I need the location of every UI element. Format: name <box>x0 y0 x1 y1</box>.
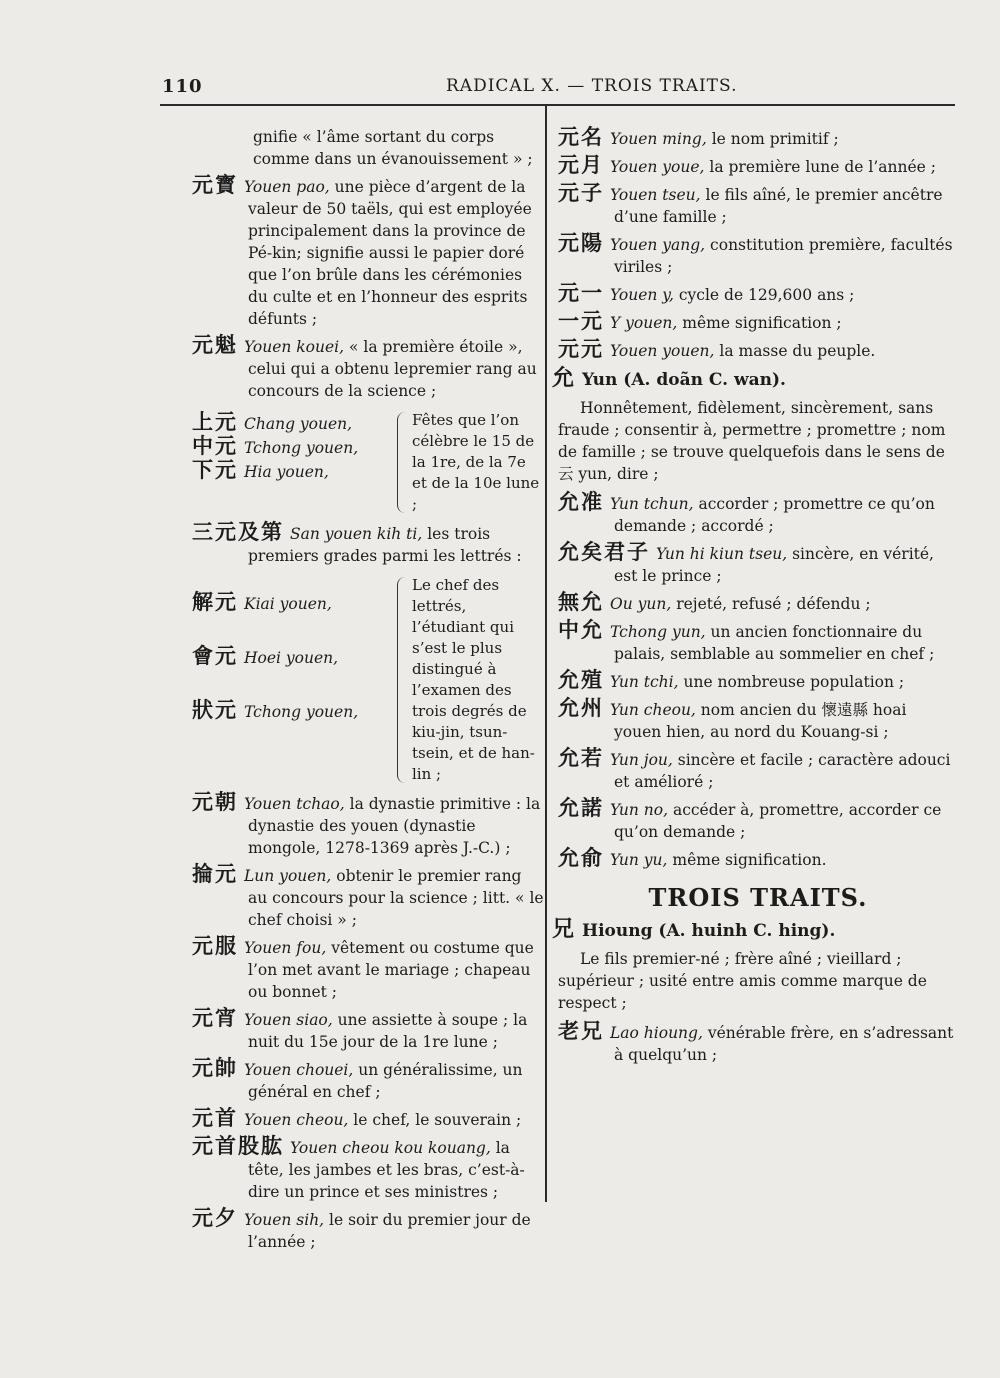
head-entry-yun <box>552 368 958 391</box>
running-head: RADICAL X. — TROIS TRAITS. <box>446 76 738 96</box>
entry <box>558 310 958 334</box>
entry-chinese: 元元 <box>558 337 604 361</box>
entry-chinese: 元帥 <box>192 1056 238 1080</box>
entry <box>558 282 958 306</box>
entry-chinese: 元子 <box>558 181 604 205</box>
entry <box>558 232 958 278</box>
entry-romanization: Y youen, <box>610 314 678 332</box>
entry-text: accorder ; promettre ce qu’on demande ; accordé ; <box>614 495 935 535</box>
group-gloss: Fêtes que l’on célèbre le 15 de la 1re, de la 7e et de la 10e lune ; <box>412 411 540 513</box>
group-gloss: Le chef des lettrés, l’étudiant qui s’est le plus distingué à l’examen des trois degrés de kiu-jin, tsun-tsein, et de han-lin ; <box>412 576 535 783</box>
entry-chinese: 下元 <box>192 458 238 482</box>
entry-chinese: 元陽 <box>558 231 604 255</box>
head-definition: Le fils premier-né ; frère aîné ; vieillard ; supérieur ; usité entre amis comme marque de respect ; <box>558 950 927 1012</box>
entry-romanization: Chang youen, <box>244 415 353 433</box>
entry <box>192 1207 544 1253</box>
entry <box>558 797 958 843</box>
entry-chinese: 元宵 <box>192 1006 238 1030</box>
header-rule <box>160 104 955 106</box>
entry-chinese: 允諾 <box>558 796 604 820</box>
entry-romanization: Youen tseu, <box>610 186 701 204</box>
entry-chinese: 會元 <box>192 644 238 668</box>
group-name <box>192 629 397 683</box>
entry-chinese: 元首股肱 <box>192 1134 284 1158</box>
head-character: 允 <box>552 366 577 391</box>
entry <box>192 1107 544 1131</box>
entry-text: même signification ; <box>677 314 842 332</box>
entry-chinese: 中允 <box>558 618 604 642</box>
entry-group-laureates <box>192 575 544 785</box>
entry <box>558 154 958 178</box>
entry <box>558 847 958 871</box>
entry <box>558 669 958 693</box>
entry-text: constitution première, facultés viriles ; <box>614 236 953 276</box>
entry-romanization: Yun tchun, <box>610 495 694 513</box>
entry-romanization: Youen youe, <box>610 158 705 176</box>
entry <box>558 619 958 665</box>
entry-romanization: Kiai youen, <box>244 595 332 613</box>
left-column <box>192 126 544 1257</box>
entry-text: une assiette à soupe ; la nuit du 15e jour de la 1re lune ; <box>248 1011 528 1051</box>
entry-text: vénérable frère, en s’adressant à quelqu’un ; <box>614 1024 954 1064</box>
entry-text: le nom primitif ; <box>706 130 839 148</box>
entry <box>192 334 544 402</box>
entry-romanization: Yun no, <box>610 801 669 819</box>
entry-romanization: Lao hioung, <box>610 1024 703 1042</box>
entry-text: sincère, en vérité, est le prince ; <box>614 545 934 585</box>
entry <box>558 541 958 587</box>
entry-chinese: 允矣君子 <box>558 540 650 564</box>
entry-romanization: Youen ming, <box>610 130 707 148</box>
group-name <box>192 434 397 458</box>
section-title: TROIS TRAITS. <box>648 883 868 912</box>
entry <box>558 491 958 537</box>
entry <box>558 591 958 615</box>
entry-romanization: Youen fou, <box>244 939 327 957</box>
entry-text: le chef, le souverain ; <box>348 1111 522 1129</box>
entry <box>192 1007 544 1053</box>
entry-text: obtenir le premier rang au concours pour la science ; litt. « le chef choisi » ; <box>248 867 544 929</box>
entry-romanization: Tchong youen, <box>244 703 359 721</box>
entry-text: accéder à, promettre, accorder ce qu’on demande ; <box>614 801 942 841</box>
entry-romanization: Youen cheou kou kouang, <box>290 1139 491 1157</box>
entry-romanization: Yun cheou, <box>610 701 696 719</box>
entry-chinese: 中元 <box>192 434 238 458</box>
entry-group-feasts <box>192 410 544 515</box>
entry-continuation <box>192 126 544 170</box>
entry-text: un ancien fonctionnaire du palais, semblable au sommelier en chef ; <box>614 623 935 663</box>
brace <box>397 577 408 783</box>
entry-chinese: 元朝 <box>192 790 238 814</box>
entry-romanization: Youen tchao, <box>244 795 345 813</box>
entry-chinese: 解元 <box>192 590 238 614</box>
entry <box>558 747 958 793</box>
entry <box>558 1020 958 1066</box>
entry-chinese: 元月 <box>558 153 604 177</box>
entry <box>558 338 958 362</box>
entry-romanization: Yun yu, <box>610 851 668 869</box>
entry-chinese: 狀元 <box>192 698 238 722</box>
group-name <box>192 683 397 737</box>
entry <box>558 697 958 743</box>
entry-romanization: Youen siao, <box>244 1011 333 1029</box>
entry-romanization: Yun hi kiun tseu, <box>656 545 788 563</box>
entry-text: vêtement ou costume que l’on met avant le mariage ; chapeau ou bonnet ; <box>248 939 534 1001</box>
page-number: 110 <box>162 76 203 97</box>
entry-text: la masse du peuple. <box>714 342 876 360</box>
entry-chinese: 元一 <box>558 281 604 305</box>
head-entry-hioung <box>552 919 958 942</box>
entry-romanization: Hoei youen, <box>244 649 339 667</box>
brace <box>397 412 408 513</box>
head-label: Yun (A. doãn C. wan). <box>582 370 786 390</box>
column-separator <box>545 106 547 1202</box>
entry-text: même signification. <box>667 851 827 869</box>
entry-romanization: Youen pao, <box>244 178 330 196</box>
entry-text: une nombreuse population ; <box>678 673 905 691</box>
entry-chinese: 元寳 <box>192 173 238 197</box>
entry-chinese: 元首 <box>192 1106 238 1130</box>
entry-text: nom ancien du 懷遠縣 hoai youen hien, au nord du Kouang-si ; <box>614 701 907 741</box>
entry <box>192 863 544 931</box>
entry-romanization: Yun jou, <box>610 751 673 769</box>
entry-chinese: 老兄 <box>558 1019 604 1043</box>
head-definition: Honnêtement, fidèlement, sincèrement, sans fraude ; consentir à, permettre ; promettre ; nom de famille ; se trouve quelquefois dans le sens de 云 yun, dire ; <box>558 399 946 483</box>
entry-chinese: 允准 <box>558 490 604 514</box>
entry <box>192 174 544 330</box>
entry-text: « la première étoile », celui qui a obtenu lepremier rang au concours de la science ; <box>248 338 537 400</box>
entry-romanization: Youen yang, <box>610 236 706 254</box>
entry-romanization: Tchong youen, <box>244 439 359 457</box>
entry-romanization: Youen y, <box>610 286 674 304</box>
entry-romanization: Youen cheou, <box>244 1111 349 1129</box>
entry-text: la tête, les jambes et les bras, c’est-à-dire un prince et ses ministres ; <box>248 1139 525 1201</box>
right-column <box>552 125 958 1070</box>
entry <box>192 935 544 1003</box>
head-label: Hioung (A. huinh C. hing). <box>582 921 836 941</box>
entry-romanization: Lun youen, <box>244 867 332 885</box>
entry-text: la première lune de l’année ; <box>704 158 936 176</box>
entry-text: sincère et facile ; caractère adouci et amélioré ; <box>614 751 951 791</box>
entry <box>192 791 544 859</box>
entry-romanization: Youen sih, <box>244 1211 325 1229</box>
entry-chinese: 上元 <box>192 410 238 434</box>
entry-romanization: Hia youen, <box>244 463 329 481</box>
entry <box>558 126 958 150</box>
entry-chinese: 一元 <box>558 309 604 333</box>
entry-text: le soir du premier jour de l’année ; <box>248 1211 531 1251</box>
entry-romanization: Tchong yun, <box>610 623 706 641</box>
entry-text: le fils aîné, le premier ancêtre d’une famille ; <box>614 186 943 226</box>
group-name <box>192 575 397 629</box>
entry-romanization: Yun tchi, <box>610 673 679 691</box>
entry-romanization: San youen kih ti, <box>290 525 423 543</box>
entry-chinese: 三元及第 <box>192 520 284 544</box>
entry-chinese: 元夕 <box>192 1206 238 1230</box>
entry-chinese: 掄元 <box>192 862 238 886</box>
entry-text: rejeté, refusé ; défendu ; <box>671 595 871 613</box>
entry-chinese: 允俞 <box>558 846 604 870</box>
entry-chinese: 元名 <box>558 125 604 149</box>
entry-text: cycle de 129,600 ans ; <box>673 286 855 304</box>
head-character: 兄 <box>552 917 577 942</box>
entry-romanization: Ou yun, <box>610 595 672 613</box>
entry-text: une pièce d’argent de la valeur de 50 taëls, qui est employée principalement dans la province de Pé-kin; signifie aussi le papier doré que l’on brûle dans les cérémonies du culte et en l’honneur des esprits défunts ; <box>248 178 532 328</box>
entry-romanization: Youen kouei, <box>244 338 345 356</box>
entry-text: la dynastie primitive : la dynastie des youen (dynastie mongole, 1278-1369 après J.-C.) ; <box>248 795 541 857</box>
entry-chinese: 允州 <box>558 696 604 720</box>
entry <box>192 1057 544 1103</box>
entry-chinese: 允若 <box>558 746 604 770</box>
entry <box>192 521 544 567</box>
entry-text: un généralissime, un général en chef ; <box>248 1061 523 1101</box>
entry <box>558 182 958 228</box>
group-name <box>192 410 397 434</box>
entry <box>192 1135 544 1203</box>
entry-chinese: 允殖 <box>558 668 604 692</box>
entry-chinese: 元服 <box>192 934 238 958</box>
entry-text: gnifie « l’âme sortant du corps comme dans un évanouissement » ; <box>253 128 533 168</box>
entry-text: les trois premiers grades parmi les lettrés : <box>248 525 522 565</box>
entry-chinese: 元魁 <box>192 333 238 357</box>
entry-romanization: Youen chouei, <box>244 1061 354 1079</box>
entry-chinese: 無允 <box>558 590 604 614</box>
entry-romanization: Youen youen, <box>610 342 715 360</box>
group-name <box>192 458 397 482</box>
